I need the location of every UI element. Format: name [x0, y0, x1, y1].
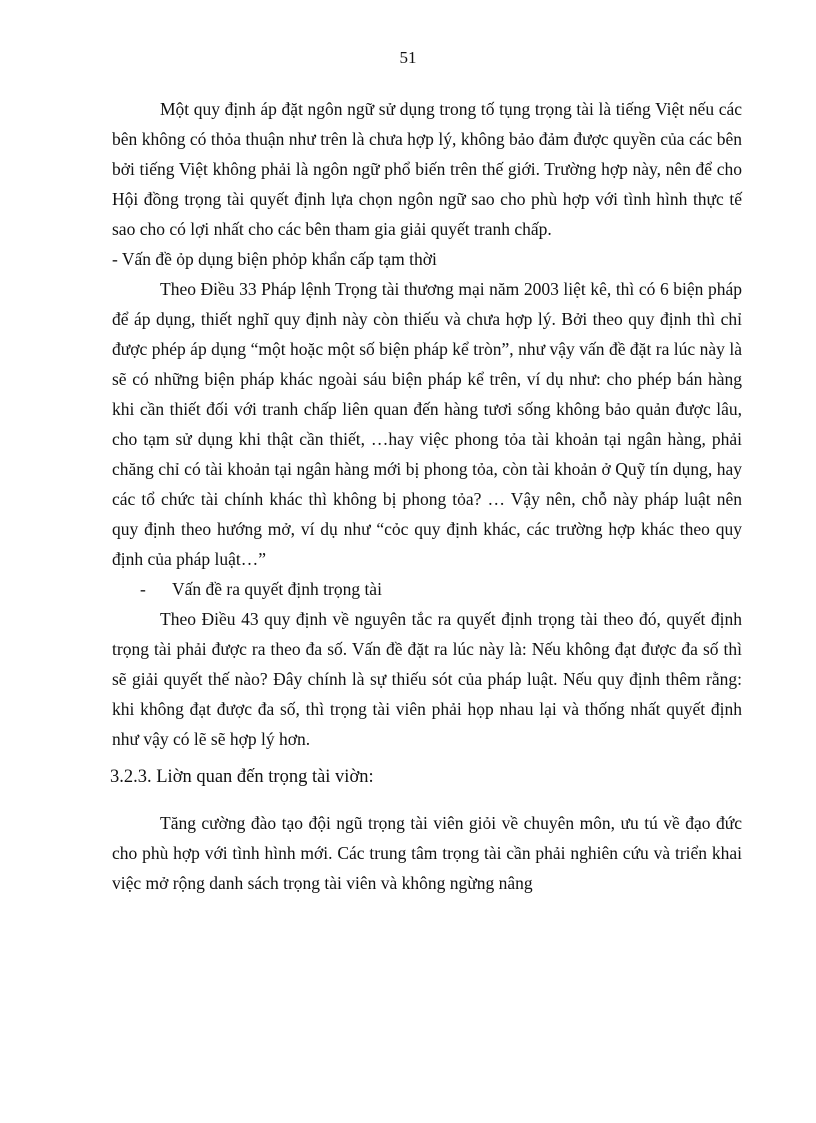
item-award-decision-text: Vấn đề ra quyết định trọng tài [172, 579, 382, 599]
paragraph-article-43: Theo Điều 43 quy định về nguyên tắc ra quyết định trọng tài theo đó, quyết định trọng tài phải được ra theo đa số. Vấn đề đặt ra lúc này là: Nếu không đạt được đa số thì sẽ giải quyết thế nào? Đây chính là sự thiếu sót của pháp luật. Nếu quy định thêm rằng: khi không đạt được đa số, thì trọng tài viên phải họp nhau lại và thống nhất quyết định như vậy có lẽ sẽ hợp lý hơn. [112, 609, 742, 749]
section-heading: 3.2.3. Liờn quan đến trọng tài viờn: [110, 767, 374, 787]
item-interim-measures: - Vấn đề ỏp dụng biện phỏp khẩn cấp tạm thời [112, 249, 437, 269]
item-award-decision [112, 574, 742, 604]
paragraph-article-33: Theo Điều 33 Pháp lệnh Trọng tài thương mại năm 2003 liệt kê, thì có 6 biện pháp để áp dụng, thiết nghĩ quy định này còn thiếu và chưa hợp lý. Bởi theo quy định thì chỉ được phép áp dụng “một hoặc một số biện pháp kể tròn”, như vậy vấn đề đặt ra lúc này là sẽ có những biện pháp khác ngoài sáu biện pháp kể trên, ví dụ như: cho phép bán hàng khi cần thiết đối với tranh chấp liên quan đến hàng tươi sống không bảo quản được lâu, cho tạm sử dụng khi thật cần thiết, …hay việc phong tỏa tài khoản tại ngân hàng, phải chăng chỉ có tài khoản tại ngân hàng mới bị phong tỏa, còn tài khoản ở Quỹ tín dụng, hay các tổ chức tài chính khác thì không bị phong tỏa? … Vậy nên, chỗ này pháp luật nên quy định theo hướng mở, ví dụ như “cỏc quy định khác, các trường hợp khác theo quy định của pháp luật…” [112, 279, 742, 569]
page-number: 51 [399, 48, 417, 67]
document-body [112, 94, 742, 898]
paragraph-language: Một quy định áp đặt ngôn ngữ sử dụng trong tố tụng trọng tài là tiếng Việt nếu các bên không có thỏa thuận như trên là chưa hợp lý, không bảo đảm được quyền của các bên bởi tiếng Việt không phải là ngôn ngữ phổ biến trên thế giới. Trường hợp này, nên để cho Hội đồng trọng tài quyết định lựa chọn ngôn ngữ sao cho phù hợp với tình hình thực tế sao cho có lợi nhất cho các bên tham gia giải quyết tranh chấp. [112, 99, 742, 239]
dash-bullet: - [140, 579, 146, 599]
paragraph-arbitrator-training: Tăng cường đào tạo đội ngũ trọng tài viên giỏi về chuyên môn, ưu tú về đạo đức cho phù hợp với tình hình mới. Các trung tâm trọng tài cần phải nghiên cứu và triển khai việc mở rộng danh sách trọng tài viên và không ngừng nâng [112, 813, 742, 893]
